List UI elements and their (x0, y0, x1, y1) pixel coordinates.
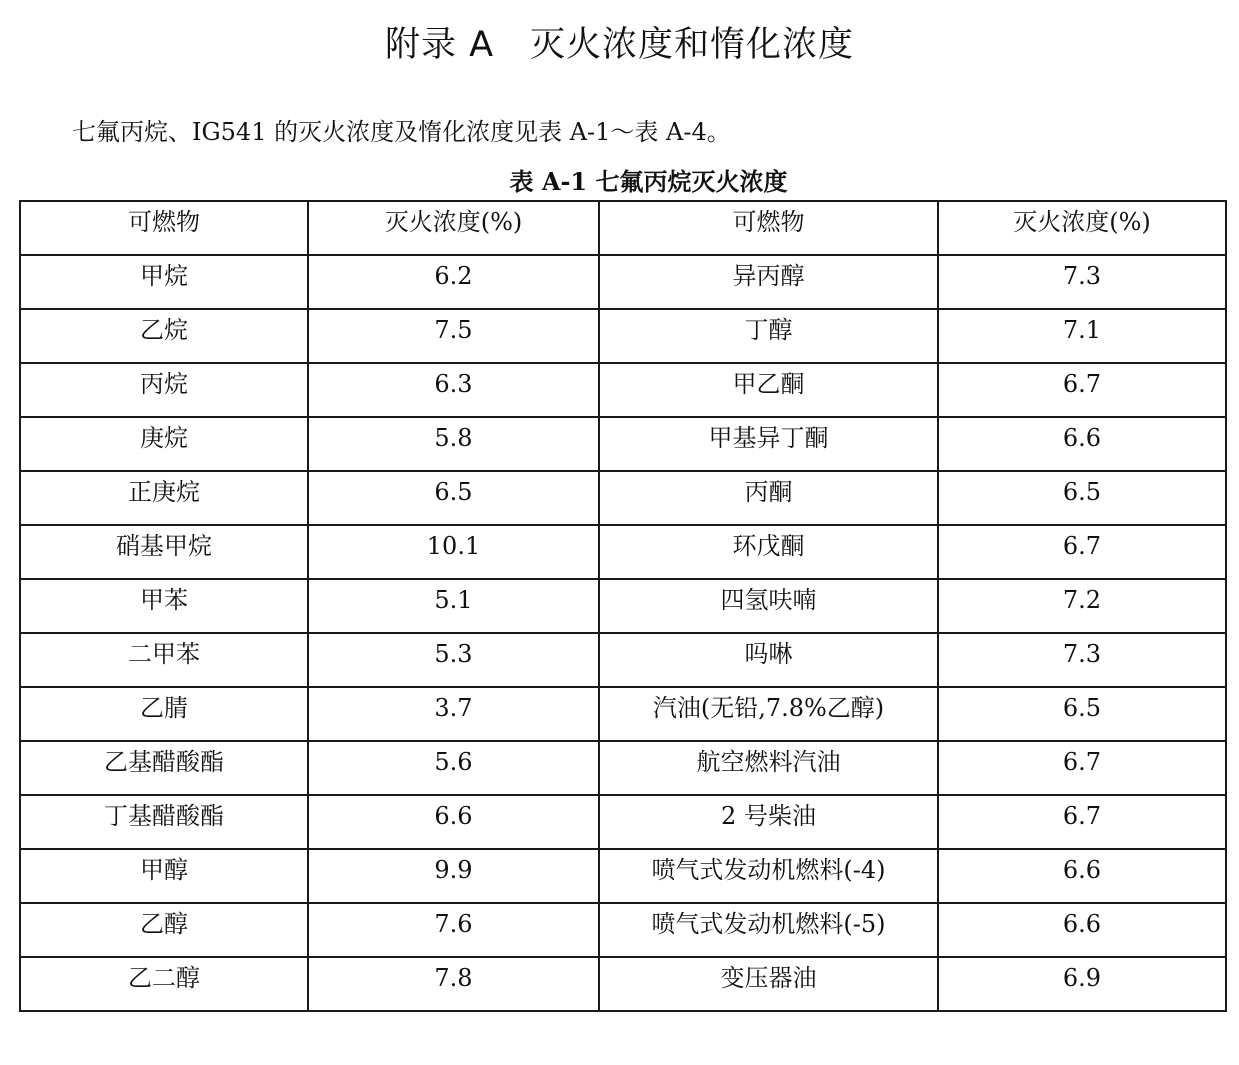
concentration-left-cell: 5.1 (308, 579, 599, 633)
concentration-right-cell: 7.1 (938, 309, 1226, 363)
concentration-right-cell: 7.3 (938, 633, 1226, 687)
combustible-right-cell: 甲乙酮 (599, 363, 938, 417)
header-concentration-left: 灭火浓度(%) (308, 201, 599, 255)
table-row (20, 471, 1226, 525)
combustible-left-cell: 甲醇 (20, 849, 308, 903)
extinguishing-concentration-table (19, 200, 1227, 1012)
table-row (20, 417, 1226, 471)
concentration-left-cell: 6.5 (308, 471, 599, 525)
page-title: 附录 A 灭火浓度和惰化浓度 (384, 25, 855, 65)
header-combustible-left: 可燃物 (20, 201, 308, 255)
table-row (20, 579, 1226, 633)
combustible-right-cell: 四氢呋喃 (599, 579, 938, 633)
combustible-left-cell: 硝基甲烷 (20, 525, 308, 579)
table-row (20, 957, 1226, 1011)
concentration-right-cell: 6.7 (938, 363, 1226, 417)
concentration-left-cell: 5.8 (308, 417, 599, 471)
combustible-right-cell: 甲基异丁酮 (599, 417, 938, 471)
table-row (20, 903, 1226, 957)
combustible-right-cell: 异丙醇 (599, 255, 938, 309)
combustible-right-cell: 2 号柴油 (599, 795, 938, 849)
table-row (20, 849, 1226, 903)
combustible-right-cell: 喷气式发动机燃料(-5) (599, 903, 938, 957)
combustible-left-cell: 甲苯 (20, 579, 308, 633)
combustible-left-cell: 乙腈 (20, 687, 308, 741)
combustible-right-cell: 变压器油 (599, 957, 938, 1011)
intro-paragraph: 七氟丙烷、IG541 的灭火浓度及惰化浓度见表 A-1～表 A-4。 (72, 118, 731, 146)
concentration-right-cell: 6.6 (938, 417, 1226, 471)
concentration-right-cell: 6.5 (938, 471, 1226, 525)
concentration-left-cell: 5.3 (308, 633, 599, 687)
concentration-right-cell: 6.5 (938, 687, 1226, 741)
table-row (20, 255, 1226, 309)
combustible-left-cell: 甲烷 (20, 255, 308, 309)
concentration-right-cell: 6.7 (938, 525, 1226, 579)
table-row (20, 525, 1226, 579)
combustible-left-cell: 丙烷 (20, 363, 308, 417)
combustible-right-cell: 丙酮 (599, 471, 938, 525)
combustible-left-cell: 乙烷 (20, 309, 308, 363)
concentration-right-cell: 7.2 (938, 579, 1226, 633)
table-row (20, 633, 1226, 687)
concentration-left-cell: 7.8 (308, 957, 599, 1011)
combustible-left-cell: 乙醇 (20, 903, 308, 957)
combustible-right-cell: 丁醇 (599, 309, 938, 363)
table-row (20, 741, 1226, 795)
concentration-left-cell: 6.2 (308, 255, 599, 309)
combustible-left-cell: 正庚烷 (20, 471, 308, 525)
table-body (20, 255, 1226, 1011)
table-row (20, 795, 1226, 849)
combustible-left-cell: 丁基醋酸酯 (20, 795, 308, 849)
concentration-left-cell: 9.9 (308, 849, 599, 903)
combustible-right-cell: 航空燃料汽油 (599, 741, 938, 795)
table-row (20, 309, 1226, 363)
concentration-left-cell: 6.3 (308, 363, 599, 417)
table-row (20, 363, 1226, 417)
combustible-right-cell: 吗啉 (599, 633, 938, 687)
combustible-right-cell: 环戊酮 (599, 525, 938, 579)
header-combustible-right: 可燃物 (599, 201, 938, 255)
concentration-right-cell: 6.7 (938, 741, 1226, 795)
concentration-right-cell: 6.6 (938, 903, 1226, 957)
table-row (20, 687, 1226, 741)
concentration-right-cell: 6.6 (938, 849, 1226, 903)
combustible-left-cell: 乙基醋酸酯 (20, 741, 308, 795)
concentration-left-cell: 3.7 (308, 687, 599, 741)
concentration-left-cell: 7.6 (308, 903, 599, 957)
table-caption: 表 A-1 七氟丙烷灭火浓度 (509, 167, 788, 196)
combustible-left-cell: 庚烷 (20, 417, 308, 471)
concentration-right-cell: 7.3 (938, 255, 1226, 309)
concentration-left-cell: 7.5 (308, 309, 599, 363)
concentration-right-cell: 6.7 (938, 795, 1226, 849)
combustible-left-cell: 二甲苯 (20, 633, 308, 687)
combustible-right-cell: 汽油(无铅,7.8%乙醇) (599, 687, 938, 741)
header-concentration-right: 灭火浓度(%) (938, 201, 1226, 255)
concentration-left-cell: 10.1 (308, 525, 599, 579)
concentration-left-cell: 5.6 (308, 741, 599, 795)
concentration-right-cell: 6.9 (938, 957, 1226, 1011)
combustible-right-cell: 喷气式发动机燃料(-4) (599, 849, 938, 903)
combustible-left-cell: 乙二醇 (20, 957, 308, 1011)
table-header-row (20, 201, 1226, 255)
concentration-left-cell: 6.6 (308, 795, 599, 849)
